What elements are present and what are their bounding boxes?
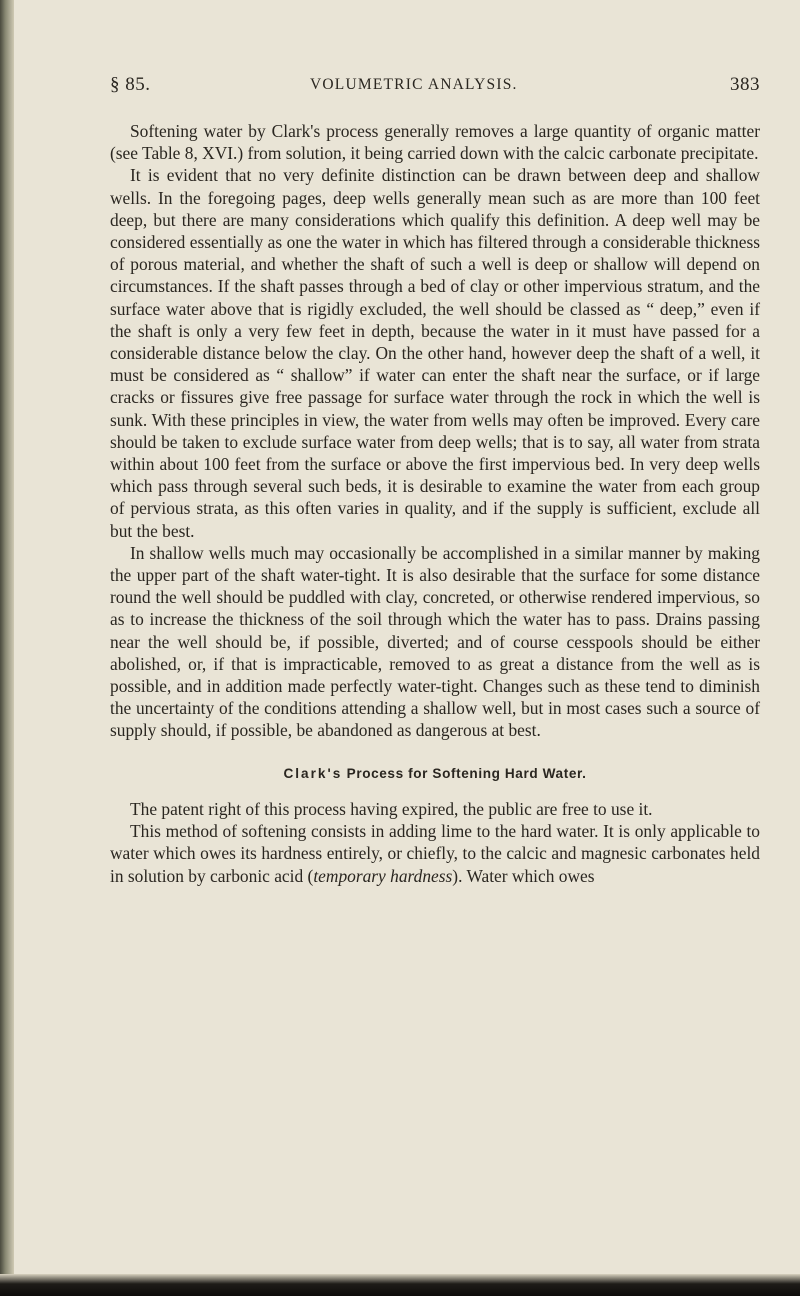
paragraph-deep-shallow-wells: It is evident that no very definite distinction can be drawn between deep and shallow wells. In the foregoing pages, deep wells generally mean such as are more than 100 feet deep, but there are many considerations which qualify this definition. A deep well may be considered essentially as one the water in which has filtered through a considerable thickness of porous material, and whether the shaft of such a well is deep or shallow will depend on circumstances. If the shaft passes through a bed of clay or other impervious stratum, and the surface water above that is rigidly excluded, the well should be classed as “ deep,” even if the shaft is only a very few feet in depth, because the water in it must have passed for a considerable distance below the clay. On the other hand, however deep the shaft of a well, it must be considered as “ shallow” if water can enter the shaft near the surface, or if large cracks or fissures give free passage for surface water through the rock in which the well is sunk. With these principles in view, the water from wells may often be improved. Every care should be taken to exclude surface water from deep wells; that is to say, all water from strata within about 100 feet from the surface or above the first impervious bed. In very deep wells which pass through several such beds, it is desirable to examine the water from each group of pervious strata, as this often varies in quality, and if the supply is sufficient, exclude all but the best. xyxy=(110,165,760,541)
running-header xyxy=(110,74,760,104)
paragraph-patent: The patent right of this process having expired, the public are free to use it. xyxy=(130,798,653,819)
running-title: VOLUMETRIC ANALYSIS. xyxy=(310,76,518,93)
subheading-rest: Process for Softening Hard Water. xyxy=(346,765,587,781)
subheading-lead: Clark's xyxy=(283,765,343,781)
paragraph-softening: Softening water by Clark's process generally removes a large quantity of organic matter (see Table 8, XVI.) from solution, it being carried down with the calcic carbonate precipitate. xyxy=(110,121,760,164)
method-text-emphasis: temporary hardness xyxy=(313,865,453,886)
section-number: § 85. xyxy=(110,74,151,95)
paragraph-method xyxy=(110,820,760,887)
method-text-after: ). Water which owes xyxy=(452,865,595,886)
book-spine-shadow xyxy=(0,0,14,1296)
page-number: 383 xyxy=(730,74,760,95)
paragraph-shallow-wells: In shallow wells much may occasionally be accomplished in a similar manner by making the upper part of the shaft water-tight. It is also desirable that the surface for some distance round the well should be puddled with clay, concreted, or otherwise rendered impervious, so as to increase the thickness of the soil through which the water has to pass. Drains passing near the well should be, if possible, diverted; and of course cesspools should be either abolished, or, if that is impracticable, removed to as great a distance from the well as is possible, and in addition made perfectly water-tight. Changes such as these tend to diminish the uncertainty of the conditions attending a shallow well, but in most cases such a source of supply should, if possible, be abandoned as dangerous at best. xyxy=(110,542,760,741)
book-page xyxy=(110,74,760,887)
body-text xyxy=(110,120,760,887)
section-subheading xyxy=(110,763,760,785)
method-text-before: This method of softening consists in adding lime to the hard water. It is only applicable to water which owes its hardness entirely, or chiefly, to the calcic and magnesic carbonates held in solution by carbonic acid ( xyxy=(110,821,760,886)
page-bottom-shadow xyxy=(0,1274,800,1296)
